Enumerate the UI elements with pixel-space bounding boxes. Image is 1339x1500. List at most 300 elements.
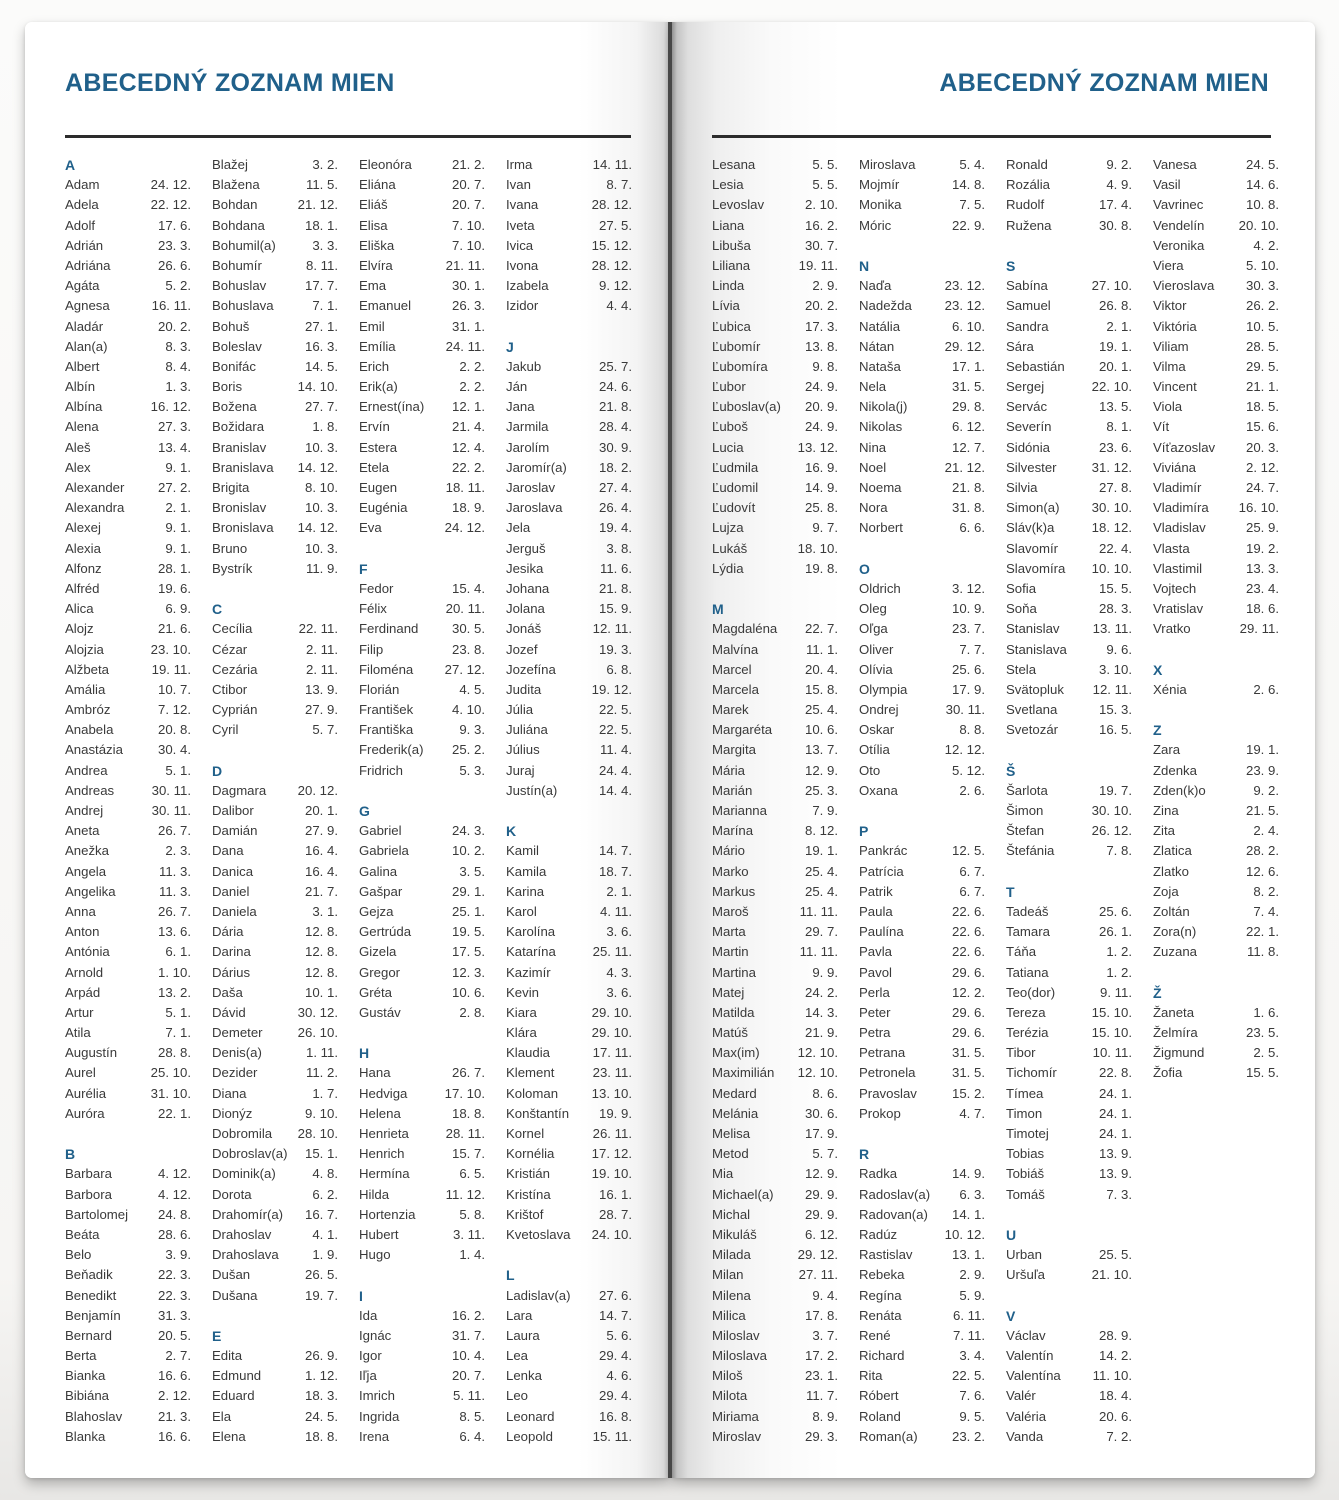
name-label: Alfréd	[65, 580, 100, 596]
name-day-date: 2. 9.	[959, 1267, 985, 1283]
name-entry	[1153, 1043, 1279, 1063]
name-label: Sandra	[1006, 318, 1049, 334]
name-entry	[212, 498, 338, 518]
name-entry	[65, 761, 191, 781]
name-label: Kazimír	[506, 964, 551, 980]
name-label: Helena	[359, 1105, 401, 1121]
name-label: Milica	[712, 1307, 746, 1323]
name-day-date: 17. 2.	[805, 1348, 838, 1364]
name-entry	[359, 680, 485, 700]
name-entry	[65, 438, 191, 458]
name-day-date: 2. 11.	[305, 661, 338, 677]
name-day-date: 20. 7.	[452, 1368, 485, 1384]
name-entry	[65, 599, 191, 619]
name-label: Koloman	[506, 1085, 559, 1101]
name-day-date: 16. 2.	[805, 217, 838, 233]
name-label: Andrej	[65, 803, 104, 818]
name-day-date: 26. 7.	[452, 1065, 485, 1081]
name-label: Iľja	[359, 1368, 377, 1384]
name-day-date: 8. 3.	[165, 338, 191, 354]
name-label: Vavrinec	[1153, 197, 1204, 213]
name-entry	[359, 1063, 485, 1083]
name-day-date: 12. 2.	[952, 984, 985, 1000]
name-entry	[65, 417, 191, 437]
name-entry	[712, 1366, 838, 1386]
name-entry	[859, 1104, 985, 1124]
name-day-date: 11. 11.	[799, 944, 838, 960]
name-label: Fridrich	[359, 762, 403, 778]
name-label: Dorota	[212, 1186, 252, 1202]
name-label: Zdenka	[1153, 762, 1197, 778]
name-entry	[359, 1326, 485, 1346]
spacer-row	[1006, 862, 1132, 882]
name-day-date: 8. 9.	[812, 1408, 838, 1424]
name-label: Valentína	[1006, 1368, 1061, 1384]
name-label: Zden(k)o	[1153, 782, 1206, 798]
name-label: Ivica	[506, 237, 534, 253]
name-entry	[712, 236, 838, 256]
name-day-date: 26. 5.	[305, 1267, 338, 1283]
right-page	[672, 22, 1315, 1478]
name-day-date: 5. 3.	[459, 762, 485, 778]
name-entry	[359, 317, 485, 337]
name-entry	[65, 1386, 191, 1406]
name-day-date: 8. 8.	[959, 722, 985, 738]
name-columns-left	[65, 155, 632, 1447]
name-label: Monika	[859, 197, 902, 213]
name-label: Félix	[359, 601, 387, 617]
name-label: Elvíra	[359, 257, 393, 273]
name-entry	[359, 761, 485, 781]
name-label: Ronald	[1006, 157, 1048, 172]
name-entry	[859, 700, 985, 720]
name-label: Dionýz	[212, 1105, 253, 1121]
name-label: Vanda	[1006, 1428, 1044, 1444]
name-label: Beáta	[65, 1226, 100, 1242]
name-entry	[712, 539, 838, 559]
name-entry	[65, 1245, 191, 1265]
name-entry	[859, 518, 985, 538]
name-entry	[212, 377, 338, 397]
name-label: Bianka	[65, 1368, 106, 1384]
name-day-date: 18. 8.	[305, 1428, 338, 1444]
name-entry	[359, 357, 485, 377]
name-day-date: 22. 6.	[952, 924, 985, 940]
section-letter-row	[1006, 256, 1132, 276]
section-letter-row	[859, 821, 985, 841]
name-day-date: 11. 6.	[599, 560, 632, 576]
name-entry	[359, 740, 485, 760]
name-label: Eugen	[359, 480, 398, 495]
name-day-date: 19. 3.	[599, 641, 632, 657]
name-label: Karina	[506, 883, 545, 899]
name-day-date: 4. 4.	[606, 298, 632, 314]
name-entry	[506, 660, 632, 680]
name-day-date: 23. 6.	[1099, 439, 1132, 455]
name-entry	[1006, 1326, 1132, 1346]
name-entry	[212, 1407, 338, 1427]
name-label: Ladislav(a)	[506, 1287, 571, 1303]
name-entry	[212, 882, 338, 902]
name-day-date: 19. 10.	[591, 1166, 632, 1182]
name-day-date: 1. 9.	[312, 1247, 338, 1263]
name-label: Danica	[212, 863, 254, 879]
name-entry	[1153, 175, 1279, 195]
name-label: Zara	[1153, 742, 1181, 758]
name-entry	[506, 1144, 632, 1164]
name-label: Klement	[506, 1065, 555, 1081]
name-label: Juraj	[506, 762, 535, 778]
name-entry	[712, 1205, 838, 1225]
name-entry	[212, 438, 338, 458]
name-label: Amália	[65, 681, 106, 697]
name-label: Brigita	[212, 480, 250, 495]
name-entry	[212, 1346, 338, 1366]
section-letter: E	[212, 1327, 222, 1344]
name-label: Želmíra	[1153, 1025, 1198, 1041]
name-day-date: 22. 5.	[599, 722, 632, 738]
name-entry	[1153, 478, 1279, 498]
name-label: Dobroslav(a)	[212, 1146, 288, 1162]
name-entry	[359, 1386, 485, 1406]
name-entry	[859, 417, 985, 437]
name-day-date: 5. 10.	[1246, 257, 1279, 273]
name-label: Bruno	[212, 540, 248, 556]
name-day-date: 15. 10.	[1091, 1025, 1132, 1041]
name-day-date: 9. 8.	[812, 358, 838, 374]
name-entry	[712, 1326, 838, 1346]
name-entry	[506, 922, 632, 942]
name-day-date: 25. 6.	[1099, 903, 1132, 919]
name-label: Patrik	[859, 883, 893, 899]
name-label: Rastislav	[859, 1247, 913, 1263]
name-day-date: 17. 10.	[444, 1085, 485, 1101]
name-label: Irma	[506, 157, 533, 172]
name-entry	[212, 1427, 338, 1447]
name-label: Edita	[212, 1348, 243, 1364]
name-label: Anton	[65, 924, 100, 940]
name-entry	[1006, 1346, 1132, 1366]
name-day-date: 22. 10.	[1091, 379, 1132, 395]
name-day-date: 4. 6.	[606, 1368, 632, 1384]
name-day-date: 27. 1.	[305, 318, 338, 334]
name-entry	[65, 963, 191, 983]
name-day-date: 6. 8.	[606, 661, 632, 677]
name-entry	[859, 740, 985, 760]
name-entry	[65, 720, 191, 740]
name-label: Zlatica	[1153, 843, 1192, 859]
name-day-date: 1. 4.	[459, 1247, 485, 1263]
name-entry	[65, 1205, 191, 1225]
name-entry	[212, 922, 338, 942]
name-entry	[506, 1326, 632, 1346]
name-day-date: 12. 5.	[952, 843, 985, 859]
name-label: Margita	[712, 742, 756, 758]
name-day-date: 5. 5.	[812, 157, 838, 172]
name-day-date: 7. 8.	[1106, 843, 1132, 859]
name-entry	[859, 1306, 985, 1326]
name-label: Viliam	[1153, 338, 1189, 354]
name-day-date: 14. 8.	[952, 177, 985, 193]
name-day-date: 31. 3.	[158, 1307, 191, 1323]
name-label: Valéria	[1006, 1408, 1047, 1424]
name-entry	[212, 195, 338, 215]
name-label: Karolína	[506, 924, 556, 940]
name-label: Jaroslava	[506, 500, 563, 516]
name-label: Marek	[712, 702, 749, 718]
name-day-date: 14. 6.	[1246, 177, 1279, 193]
name-label: René	[859, 1327, 891, 1343]
name-label: Oxana	[859, 782, 898, 798]
name-day-date: 17. 9.	[805, 1126, 838, 1141]
name-label: Eliška	[359, 237, 395, 253]
name-entry	[1006, 458, 1132, 478]
name-label: Drahomír(a)	[212, 1206, 284, 1222]
name-day-date: 23. 8.	[452, 641, 485, 657]
name-day-date: 5. 4.	[959, 157, 985, 172]
name-entry	[212, 155, 338, 175]
name-label: Lesana	[712, 157, 756, 172]
name-entry	[506, 1407, 632, 1427]
section-letter-row	[1153, 983, 1279, 1003]
name-entry	[1006, 1386, 1132, 1406]
section-letter: V	[1006, 1307, 1016, 1324]
name-entry	[212, 942, 338, 962]
name-day-date: 28. 2.	[1246, 843, 1279, 859]
name-label: Nataša	[859, 358, 901, 374]
name-day-date: 18. 8.	[452, 1105, 485, 1121]
left-page	[25, 22, 669, 1478]
name-entry	[859, 195, 985, 215]
name-label: Etela	[359, 459, 390, 475]
name-label: Václav	[1006, 1327, 1046, 1343]
name-label: Elena	[212, 1428, 246, 1444]
name-entry	[65, 680, 191, 700]
name-label: Dobromila	[212, 1126, 273, 1141]
name-day-date: 11. 4.	[599, 742, 632, 758]
name-entry	[1153, 942, 1279, 962]
name-day-date: 3. 6.	[606, 984, 632, 1000]
name-day-date: 27. 9.	[305, 823, 338, 839]
name-day-date: 25. 2.	[452, 742, 485, 758]
name-day-date: 30. 10.	[1091, 500, 1132, 516]
name-entry	[1006, 377, 1132, 397]
name-entry	[1006, 1366, 1132, 1386]
name-label: Perla	[859, 984, 890, 1000]
name-day-date: 24. 7.	[1246, 480, 1279, 495]
name-label: Gejza	[359, 903, 394, 919]
name-label: Bernard	[65, 1327, 112, 1343]
name-entry	[1006, 216, 1132, 236]
name-label: Darina	[212, 944, 251, 960]
name-label: Róbert	[859, 1388, 899, 1404]
name-entry	[65, 175, 191, 195]
name-label: Adolf	[65, 217, 96, 233]
name-day-date: 29. 9.	[805, 1186, 838, 1202]
section-letter-row	[506, 821, 632, 841]
name-entry	[506, 539, 632, 559]
name-label: Pankrác	[859, 843, 908, 859]
name-entry	[359, 256, 485, 276]
name-entry	[859, 377, 985, 397]
spacer-row	[506, 317, 632, 337]
name-label: Nina	[859, 439, 887, 455]
name-entry	[1006, 539, 1132, 559]
name-day-date: 30. 8.	[1099, 217, 1132, 233]
name-entry	[359, 438, 485, 458]
name-label: Michal	[712, 1206, 751, 1222]
name-label: Alžbeta	[65, 661, 109, 677]
name-label: Rebeka	[859, 1267, 905, 1283]
name-entry	[359, 922, 485, 942]
name-entry	[506, 599, 632, 619]
section-letter: O	[859, 560, 870, 577]
name-entry	[859, 458, 985, 478]
name-entry	[212, 700, 338, 720]
name-label: Augustín	[65, 1045, 118, 1061]
name-label: Anastázia	[65, 742, 123, 758]
name-day-date: 3. 5.	[459, 863, 485, 879]
name-label: Regína	[859, 1287, 902, 1303]
name-label: Lara	[506, 1307, 533, 1323]
name-entry	[1006, 276, 1132, 296]
name-label: Rozália	[1006, 177, 1050, 193]
name-label: Klára	[506, 1025, 537, 1041]
name-label: Ľuboš	[712, 419, 748, 435]
name-day-date: 4. 9.	[1106, 177, 1132, 193]
name-entry	[859, 317, 985, 337]
name-entry	[1006, 619, 1132, 639]
name-day-date: 9. 2.	[1106, 157, 1132, 172]
name-label: Ivona	[506, 257, 539, 273]
name-entry	[506, 397, 632, 417]
name-day-date: 16. 4.	[305, 863, 338, 879]
name-entry	[506, 518, 632, 538]
name-day-date: 28. 10.	[297, 1126, 338, 1141]
name-label: Jana	[506, 399, 535, 415]
name-day-date: 16. 2.	[452, 1307, 485, 1323]
name-entry	[506, 458, 632, 478]
name-label: Severín	[1006, 419, 1052, 435]
name-entry	[1006, 397, 1132, 417]
name-column	[212, 155, 338, 1447]
name-entry	[359, 377, 485, 397]
name-day-date: 2. 4.	[1253, 823, 1279, 839]
spacer-row	[1153, 640, 1279, 660]
name-entry	[859, 438, 985, 458]
name-day-date: 7. 4.	[1253, 903, 1279, 919]
name-label: Irena	[359, 1428, 390, 1444]
spacer-row	[1006, 1286, 1132, 1306]
name-day-date: 16. 5.	[1099, 722, 1132, 738]
name-day-date: 22. 5.	[952, 1368, 985, 1384]
name-day-date: 23. 5.	[1246, 1025, 1279, 1041]
name-label: Tereza	[1006, 1004, 1046, 1020]
name-day-date: 10. 11.	[1092, 1045, 1132, 1061]
name-label: Sára	[1006, 338, 1034, 354]
section-letter-row	[859, 559, 985, 579]
name-entry	[359, 1003, 485, 1023]
name-day-date: 30. 7.	[805, 237, 838, 253]
name-day-date: 22. 1.	[158, 1105, 191, 1121]
name-entry	[1006, 1185, 1132, 1205]
name-entry	[1006, 781, 1132, 801]
name-label: Bohumil(a)	[212, 237, 276, 253]
name-entry	[712, 862, 838, 882]
name-entry	[1006, 700, 1132, 720]
name-label: Adela	[65, 197, 99, 213]
name-day-date: 11. 8.	[1246, 944, 1279, 960]
name-day-date: 24. 11.	[445, 338, 485, 354]
name-day-date: 15. 3.	[1099, 702, 1132, 718]
name-label: Mária	[712, 762, 745, 778]
name-label: Tobias	[1006, 1146, 1045, 1162]
name-day-date: 30. 11.	[151, 782, 191, 798]
name-day-date: 29. 6.	[952, 1025, 985, 1041]
name-entry	[712, 1306, 838, 1326]
name-entry	[212, 1003, 338, 1023]
name-entry	[212, 1265, 338, 1285]
name-entry	[1006, 579, 1132, 599]
name-entry	[359, 276, 485, 296]
name-label: Marta	[712, 924, 746, 940]
name-label: Izabela	[506, 278, 549, 294]
name-label: Dezider	[212, 1065, 258, 1081]
name-entry	[1006, 337, 1132, 357]
name-label: Július	[506, 742, 540, 758]
name-label: Petra	[859, 1025, 891, 1041]
name-entry	[859, 296, 985, 316]
name-label: Miroslava	[859, 157, 916, 172]
name-day-date: 22. 2.	[452, 459, 485, 475]
name-entry	[506, 781, 632, 801]
name-day-date: 3. 11.	[452, 1226, 485, 1242]
name-label: Melánia	[712, 1105, 759, 1121]
name-day-date: 2. 12.	[1246, 459, 1279, 475]
name-label: Valér	[1006, 1388, 1036, 1404]
name-entry	[712, 317, 838, 337]
name-label: Izidor	[506, 298, 539, 314]
name-day-date: 12. 11.	[592, 621, 632, 637]
name-day-date: 29. 4.	[599, 1348, 632, 1364]
name-day-date: 18. 4.	[1099, 1388, 1132, 1404]
name-entry	[1006, 1084, 1132, 1104]
name-day-date: 3. 6.	[606, 924, 632, 940]
name-label: Maroš	[712, 903, 749, 919]
name-day-date: 14. 7.	[599, 843, 632, 859]
name-day-date: 22. 11.	[298, 621, 338, 637]
name-entry	[65, 1306, 191, 1326]
name-day-date: 1. 10.	[158, 964, 191, 980]
name-label: Viviána	[1153, 459, 1197, 475]
name-label: Rudolf	[1006, 197, 1045, 213]
name-label: Tamara	[1006, 924, 1050, 940]
name-day-date: 26. 3.	[452, 298, 485, 314]
name-label: Nadežda	[859, 298, 912, 314]
name-label: Benedikt	[65, 1287, 117, 1303]
name-day-date: 11. 1.	[805, 641, 838, 657]
name-entry	[65, 458, 191, 478]
name-entry	[359, 417, 485, 437]
name-label: Ivan	[506, 177, 531, 193]
name-label: Norbert	[859, 520, 903, 536]
name-day-date: 23. 11.	[592, 1065, 632, 1081]
name-label: Naďa	[859, 278, 892, 294]
name-label: Anežka	[65, 843, 109, 859]
name-day-date: 4. 11.	[599, 903, 632, 919]
name-day-date: 12. 11.	[1092, 681, 1132, 697]
name-day-date: 31. 5.	[952, 1065, 985, 1081]
